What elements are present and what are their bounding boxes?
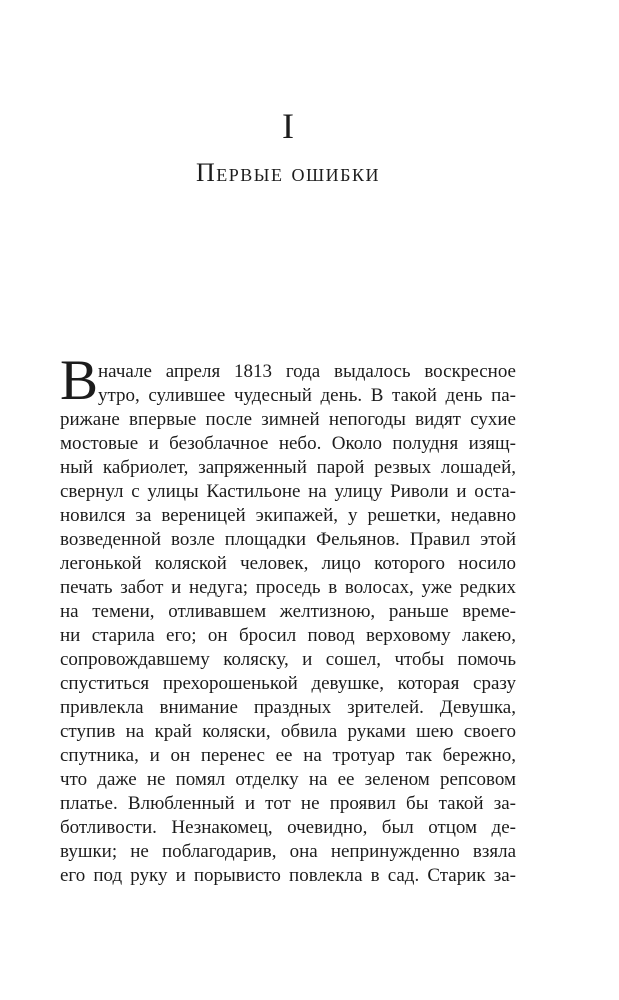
body-line: ни старила его; он бросил повод верховому лакею,: [60, 625, 516, 646]
body-line: платье. Влюбленный и тот не проявил бы такой за-: [60, 793, 516, 814]
body-line: свернул с улицы Кастильоне на улицу Риволи и оста-: [60, 481, 516, 502]
body-line: его под руку и порывисто повлекла в сад. Старик за-: [60, 865, 516, 886]
drop-cap: В: [60, 349, 99, 412]
body-line: привлекла внимание праздных зрителей. Девушка,: [60, 697, 516, 718]
body-line: утро, сулившее чудесный день. В такой день па-: [98, 385, 516, 406]
body-text: [60, 349, 516, 888]
body-line: легонькой коляской человек, лицо которого носило: [60, 553, 516, 574]
body-line: рижане впервые после зимней непогоды видят сухие: [60, 409, 516, 430]
body-line: ступив на край коляски, обвила руками шею своего: [60, 721, 516, 742]
body-line: ный кабриолет, запряженный парой резвых лошадей,: [60, 457, 516, 478]
chapter-title: Первые ошибки: [196, 158, 380, 187]
body-lines: [60, 360, 516, 888]
body-line: спутника, и он перенес ее на тротуар так бережно,: [60, 745, 516, 766]
body-line: что даже не помял отделку на ее зеленом репсовом: [60, 769, 516, 790]
body-line: печать забот и недуга; проседь в волосах, уже редких: [60, 577, 516, 598]
text-column: [60, 0, 516, 1000]
body-line: на темени, отливавшем желтизною, раньше време-: [60, 601, 516, 622]
body-line: спуститься прехорошенькой девушке, которая сразу: [60, 673, 516, 694]
body-line: начале апреля 1813 года выдалось воскресное: [98, 361, 516, 382]
body-line: сопровождавшему коляску, и сошел, чтобы помочь: [60, 649, 516, 670]
body-line: вушки; не поблагодарив, она непринужденно взяла: [60, 841, 516, 862]
body-line: ботливости. Незнакомец, очевидно, был отцом де-: [60, 817, 516, 838]
body-line: мостовые и безоблачное небо. Около полудня изящ-: [60, 433, 516, 454]
body-line: новился за вереницей экипажей, у решетки, недавно: [60, 505, 516, 526]
body-line: возведенной возле площадки Фельянов. Правил этой: [60, 529, 516, 550]
chapter-number: I: [282, 106, 294, 146]
